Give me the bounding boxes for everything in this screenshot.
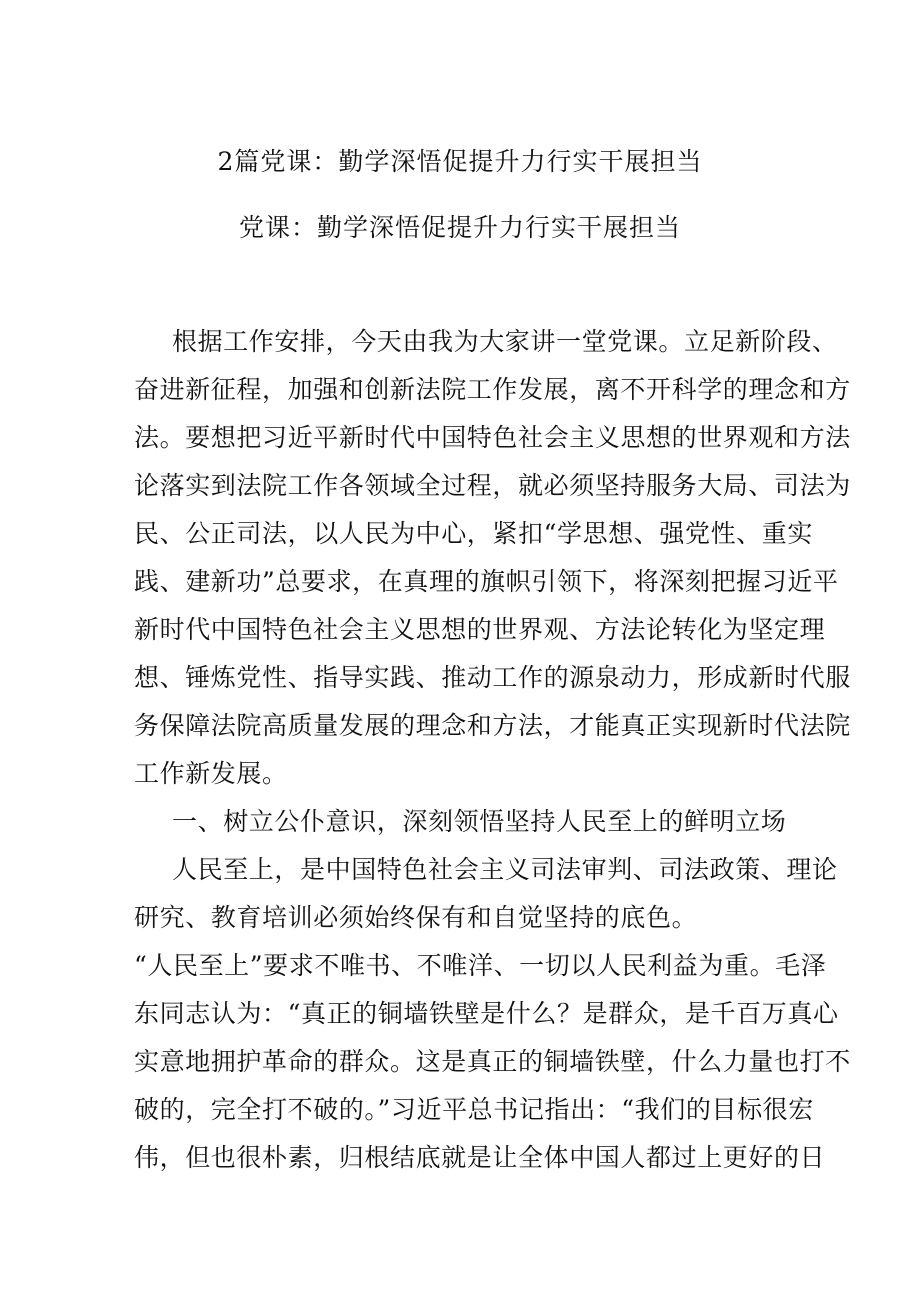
body-line: 论落实到法院工作各领域全过程，就必须坚持服务大局、司法为: [134, 471, 851, 500]
body-line: “人民至上”要求不唯书、不唯洋、一切以人民利益为重。毛泽: [134, 951, 827, 980]
body-line: 工作新发展。: [134, 759, 288, 788]
body-line: 东同志认为：“真正的铜墙铁壁是什么？是群众，是千百万真心: [134, 999, 839, 1028]
body-line: 想、锤炼党性、指导实践、推动工作的源泉动力，形成新时代服: [134, 663, 851, 692]
body-line: 根据工作安排，今天由我为大家讲一堂党课。立足新阶段、: [172, 327, 838, 356]
body-line: 奋进新征程，加强和创新法院工作发展，离不开科学的理念和方: [134, 375, 851, 404]
body-line: 伟，但也很朴素，归根结底就是让全体中国人都过上更好的日: [134, 1143, 826, 1172]
document-title: 2篇党课：勤学深悟促提升力行实干展担当: [217, 147, 703, 176]
body-line: 民、公正司法，以人民为中心，紧扣“学思想、强党性、重实: [134, 519, 813, 548]
body-line: 研究、教育培训必须始终保有和自觉坚持的底色。: [134, 903, 698, 932]
document-subtitle: 党课：勤学深悟促提升力行实干展担当: [238, 213, 681, 242]
body-line: 破的，完全打不破的。”习近平总书记指出：“我们的目标很宏: [134, 1095, 814, 1124]
body-line: 人民至上，是中国特色社会主义司法审判、司法政策、理论: [172, 855, 838, 884]
body-line: 务保障法院高质量发展的理念和方法，才能真正实现新时代法院: [134, 711, 851, 740]
body-line: 实意地拥护革命的群众。这是真正的铜墙铁壁，什么力量也打不: [134, 1047, 851, 1076]
body-line: 新时代中国特色社会主义思想的世界观、方法论转化为坚定理: [134, 615, 826, 644]
body-line: 法。要想把习近平新时代中国特色社会主义思想的世界观和方法: [134, 423, 851, 452]
body-line: 践、建新功”总要求，在真理的旗帜引领下，将深刻把握习近平: [134, 567, 839, 596]
section-heading: 一、树立公仆意识，深刻领悟坚持人民至上的鲜明立场: [172, 807, 787, 836]
